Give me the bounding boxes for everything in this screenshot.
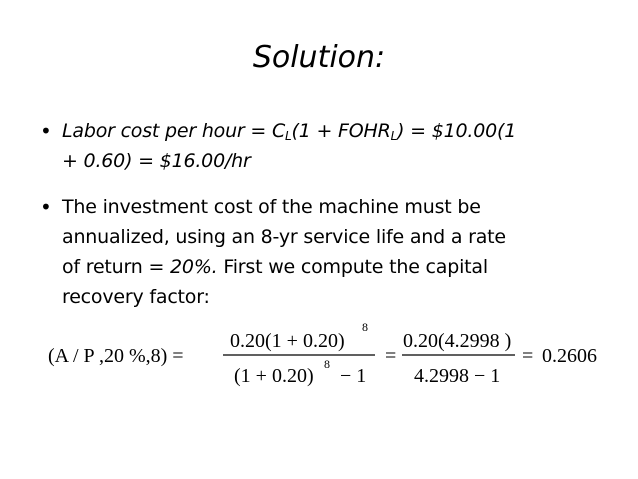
fraction1-denominator: (1 + 0.20): [234, 365, 314, 387]
capital-recovery-equation: [40, 318, 630, 393]
bullet-investment-cost: [62, 192, 622, 312]
text-run: (1 + FOHR: [291, 120, 391, 142]
equation-result: 0.2606: [542, 345, 597, 367]
bullet-labor-cost: [62, 116, 622, 176]
fraction1-numerator-exponent: 8: [362, 320, 368, 334]
text-run: ) = $10.00(1: [397, 120, 517, 142]
bullet-line: [62, 116, 622, 146]
bullet-marker: •: [40, 195, 52, 219]
bullet-marker: •: [40, 119, 52, 143]
fraction1-denominator-tail: − 1: [340, 365, 367, 387]
bullet-line: [62, 252, 622, 282]
bullet-line: + 0.60) = $16.00/hr: [62, 150, 251, 172]
bullet-line: recovery factor:: [62, 286, 210, 308]
bullet-line: The investment cost of the machine must be: [62, 196, 481, 218]
equation-lhs: (A / P ,20 %,8) =: [48, 345, 184, 367]
fraction1-denominator-exponent: 8: [324, 357, 330, 371]
bullet-line: annualized, using an 8-yr service life and a rate: [62, 226, 506, 248]
equals-sign: =: [522, 345, 534, 367]
subscript: L: [390, 129, 398, 143]
fraction2-denominator: 4.2998 − 1: [414, 365, 501, 387]
equals-sign: =: [385, 345, 397, 367]
text-run: of return =: [62, 256, 171, 278]
text-run: Labor cost per hour = C: [62, 120, 286, 142]
slide-title: Solution:: [252, 40, 386, 75]
text-run-italic: 20%.: [170, 256, 218, 278]
fraction1-numerator: 0.20(1 + 0.20): [230, 330, 345, 352]
fraction2-numerator: 0.20(4.2998 ): [403, 330, 512, 352]
text-run: First we compute the capital: [217, 256, 488, 278]
subscript: L: [285, 129, 292, 143]
